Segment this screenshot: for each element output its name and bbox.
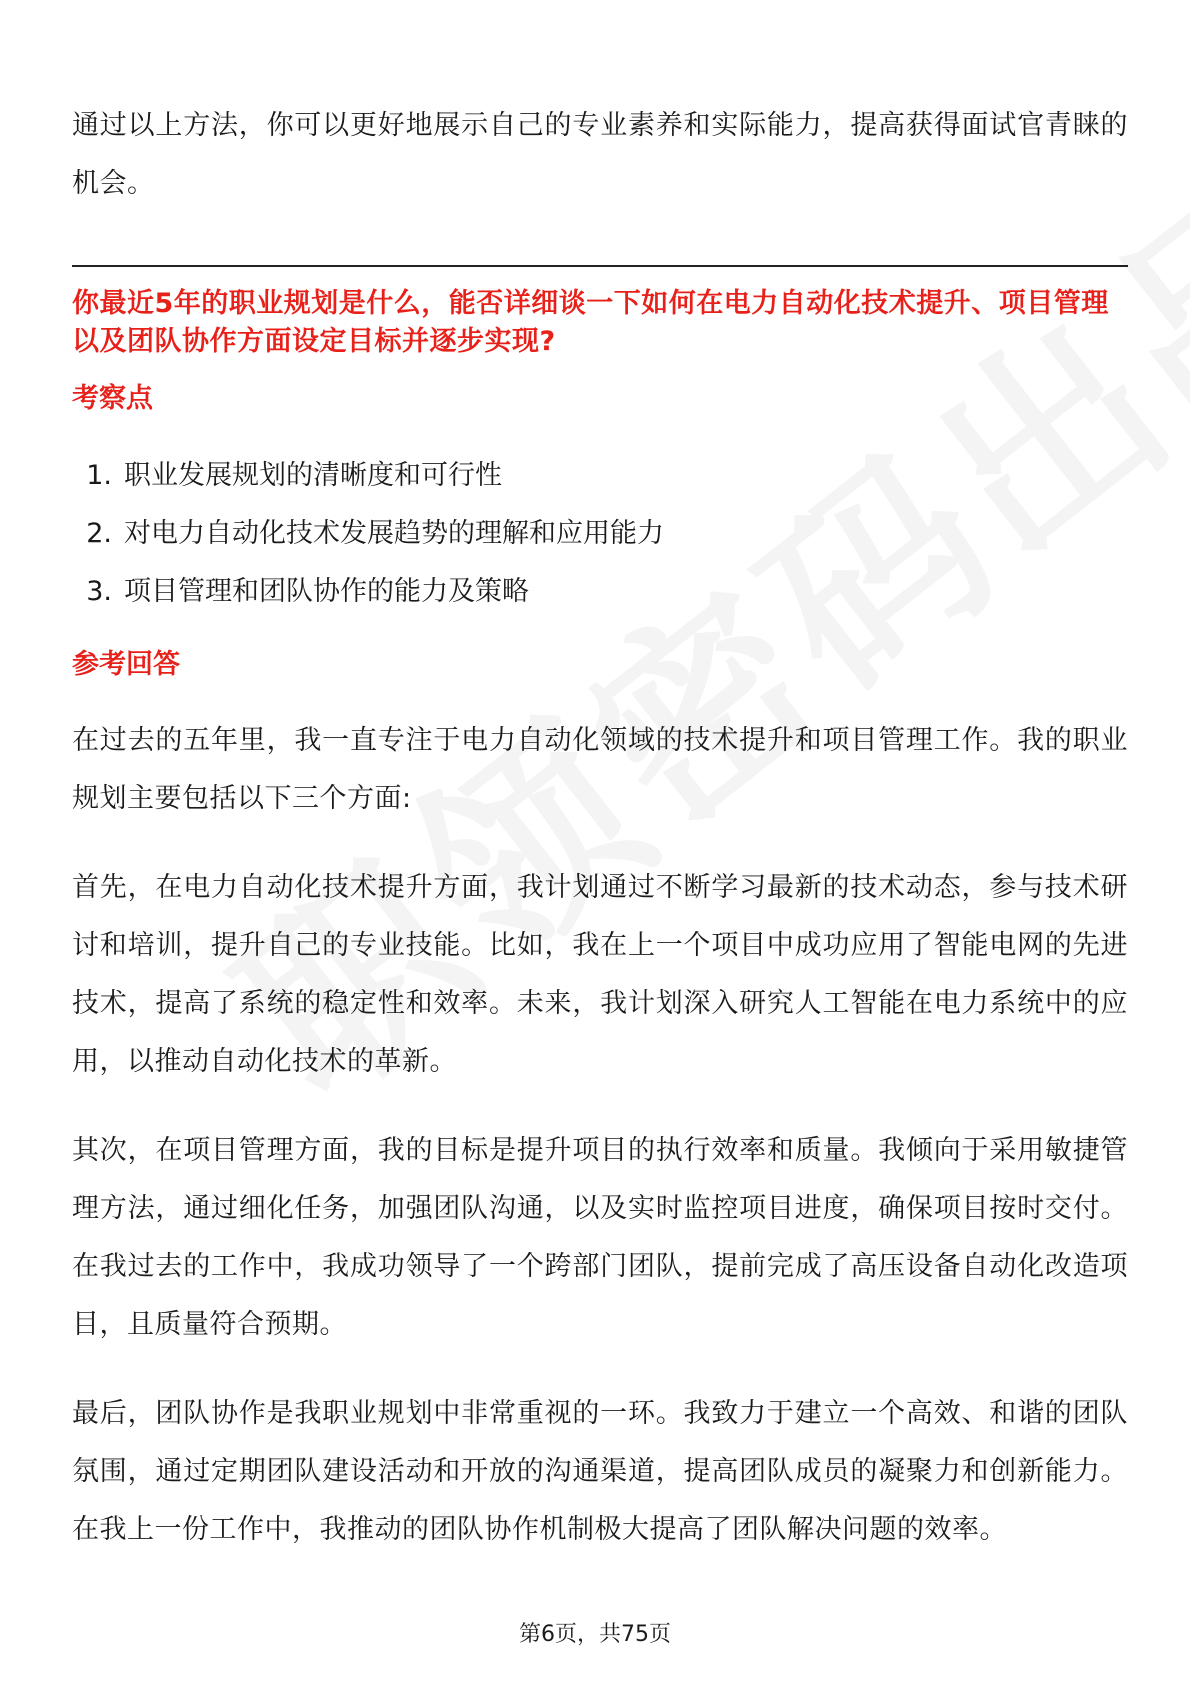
list-item	[72, 505, 1128, 563]
points-list	[72, 447, 1128, 621]
answer-paragraph: 首先，在电力自动化技术提升方面，我计划通过不断学习最新的技术动态，参与技术研讨和培训，提升自己的专业技能。比如，我在上一个项目中成功应用了智能电网的先进技术，提高了系统的稳定性和效率。未来，我计划深入研究人工智能在电力系统中的应用，以推动自动化技术的革新。	[72, 872, 1128, 1077]
answer-paragraph: 在过去的五年里，我一直专注于电力自动化领域的技术提升和项目管理工作。我的职业规划主要包括以下三个方面:	[72, 725, 1128, 814]
page-footer: 第6页，共75页	[519, 1622, 671, 1647]
list-item	[72, 447, 1128, 505]
answer-heading: 参考回答	[72, 649, 180, 680]
answer-paragraph: 最后，团队协作是我职业规划中非常重视的一环。我致力于建立一个高效、和谐的团队氛围，通过定期团队建设活动和开放的沟通渠道，提高团队成员的凝聚力和创新能力。在我上一份工作中，我推动的团队协作机制极大提高了团队解决问题的效率。	[72, 1398, 1128, 1545]
list-item	[72, 563, 1128, 621]
list-item-text: 项目管理和团队协作的能力及策略	[124, 576, 529, 607]
document-page	[72, 0, 1128, 1684]
intro-paragraph: 通过以上方法，你可以更好地展示自己的专业素养和实际能力，提高获得面试官青睐的机会。	[72, 110, 1128, 199]
points-heading: 考察点	[72, 383, 153, 414]
list-item-text: 对电力自动化技术发展趋势的理解和应用能力	[124, 518, 664, 549]
section-divider	[72, 265, 1128, 267]
list-item-text: 职业发展规划的清晰度和可行性	[124, 460, 502, 491]
list-item-number: 2.	[86, 518, 112, 549]
answer-paragraph: 其次，在项目管理方面，我的目标是提升项目的执行效率和质量。我倾向于采用敏捷管理方法，通过细化任务，加强团队沟通，以及实时监控项目进度，确保项目按时交付。在我过去的工作中，我成功领导了一个跨部门团队，提前完成了高压设备自动化改造项目，且质量符合预期。	[72, 1135, 1128, 1340]
list-item-number: 3.	[86, 576, 112, 607]
list-item-number: 1.	[86, 460, 112, 491]
question-heading: 你最近5年的职业规划是什么，能否详细谈一下如何在电力自动化技术提升、项目管理以及团队协作方面设定目标并逐步实现?	[72, 288, 1109, 357]
